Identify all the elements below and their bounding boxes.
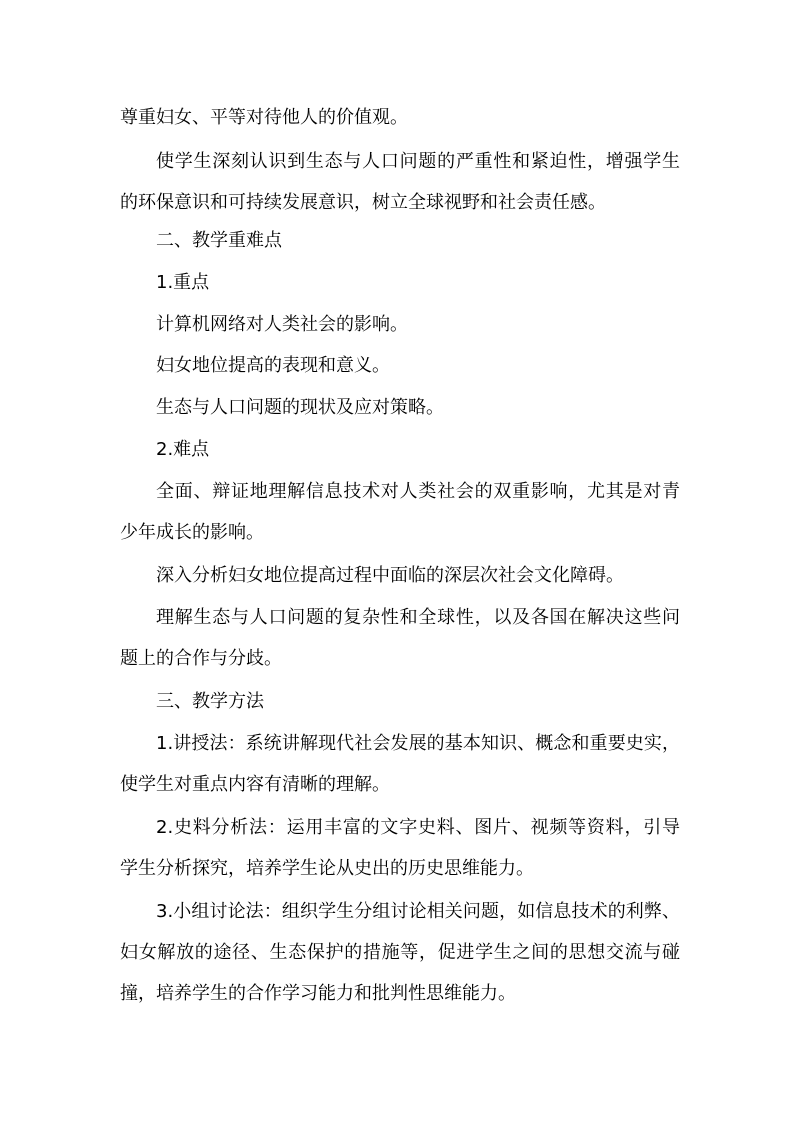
text-line: 题上的合作与分歧。: [120, 648, 282, 669]
text-line: 计算机网络对人类社会的影响。: [156, 314, 408, 335]
difficult-point-1: [120, 471, 680, 553]
text-line: 3.小组讨论法：组织学生分组讨论相关问题，如信息技术的利弊、: [156, 901, 680, 922]
key-point-1: [120, 304, 680, 345]
text-line: 理解生态与人口问题的复杂性和全球性，以及各国在解决这些问: [156, 607, 680, 628]
subheading-difficult-points: [120, 429, 680, 470]
key-point-3: [120, 387, 680, 428]
text-line: 妇女地位提高的表现和意义。: [156, 355, 390, 376]
text-line: 学生分析探究，培养学生论从史出的历史思维能力。: [120, 858, 534, 879]
text-line: 生态与人口问题的现状及应对策略。: [156, 397, 444, 418]
text-line: 2.史料分析法：运用丰富的文字史料、图片、视频等资料，引导: [156, 817, 680, 838]
subheading: 2.难点: [156, 439, 210, 460]
method-source-analysis: [120, 807, 680, 889]
difficult-point-3: [120, 597, 680, 679]
heading-teaching-methods: [120, 681, 680, 722]
text-line: 撞，培养学生的合作学习能力和批判性思维能力。: [120, 983, 516, 1004]
paragraph-values: [120, 97, 680, 138]
paragraph-ecology-awareness: [120, 141, 680, 223]
method-group-discussion: [120, 891, 680, 1014]
text-line: 使学生深刻认识到生态与人口问题的严重性和紧迫性，增强学生: [156, 151, 680, 172]
method-lecture: [120, 723, 680, 805]
heading-key-difficult-points: [120, 220, 680, 261]
text-line: 深入分析妇女地位提高过程中面临的深层次社会文化障碍。: [156, 565, 624, 586]
subheading-key-points: [120, 262, 680, 303]
text-line: 1.讲授法：系统讲解现代社会发展的基本知识、概念和重要史实，: [156, 733, 680, 754]
text-line: 全面、辩证地理解信息技术对人类社会的双重影响，尤其是对青: [156, 481, 680, 502]
section-heading: 三、教学方法: [156, 691, 264, 712]
text-line: 的环保意识和可持续发展意识，树立全球视野和社会责任感。: [120, 192, 606, 213]
subheading: 1.重点: [156, 272, 210, 293]
text-line: 妇女解放的途径、生态保护的措施等，促进学生之间的思想交流与碰: [120, 942, 680, 963]
text-line: 尊重妇女、平等对待他人的价值观。: [120, 107, 408, 128]
section-heading: 二、教学重难点: [156, 230, 282, 251]
text-line: 少年成长的影响。: [120, 522, 264, 543]
text-line: 使学生对重点内容有清晰的理解。: [120, 774, 390, 795]
difficult-point-2: [120, 555, 680, 596]
key-point-2: [120, 345, 680, 386]
